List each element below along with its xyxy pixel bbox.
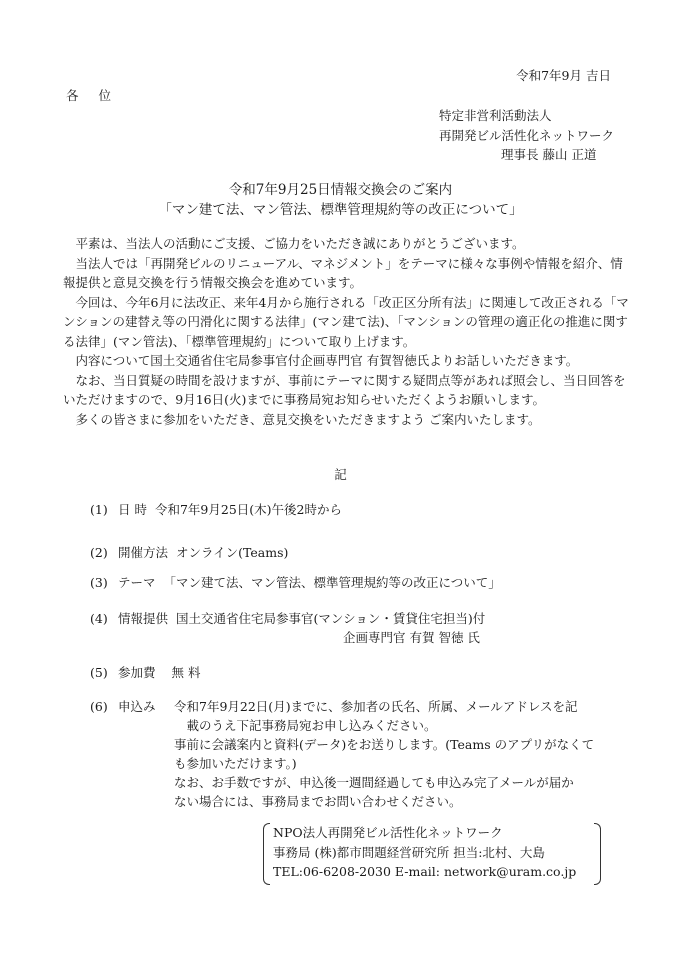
item-speaker-name: 企画専門官 有賀 智徳 氏 [343,630,480,645]
body-paragraph: 多くの皆さまに参加をいただき、意見交換をいただきますよう ご案内いたします。 [75,411,541,427]
item-number: (6) [90,699,108,714]
application-line: も参加いただけます。) [174,756,297,771]
item-application [90,697,156,715]
title-line-2: 「マン建て法、マン管法、標準管理規約等の改正について」 [158,202,523,218]
item-datetime [90,500,342,518]
item-label: 申込み [118,699,156,714]
item-number: (1) [90,502,108,517]
item-label: 開催方法 [118,545,169,560]
item-speaker [90,609,485,627]
body-paragraph: 内容について国土交通省住宅局参事官付企画専門官 有賀智徳氏よりお話しいただきます。 [75,353,579,368]
body-paragraph: 今回は、今年6月に法改正、来年4月から施行される「改正区分所有法」に関連して改正される「マンションの建替え等の円滑化に関する法律」(マン建て法)、「マンションの管理の適正化の推進に関する法律」(マン管法)、「標準管理規約」について取り上げます。 [63,294,629,349]
issue-date: 令和7年9月 吉日 [516,68,611,83]
document-title [0,180,681,220]
body-paragraph: 当法人では「再開発ビルのリニューアル、マネジメント」をテーマに様々な事例や情報を紹介、情報提供と意見交換を行う情報交換会を進めています。 [63,255,623,290]
item-label: 参加費 [118,665,156,680]
application-line: 事前に会議案内と資料(データ)をお送りします。(Teams のアプリがなくて [174,737,595,752]
addressee: 各 位 [66,88,119,103]
title-line-1: 令和7年9月25日情報交換会のご案内 [228,182,453,198]
body-paragraph: 平素は、当法人の活動にご支援、ご協力をいただき誠にありがとうございます。 [75,236,525,251]
item-value: オンライン(Teams) [176,545,289,560]
bracket-left [263,823,270,885]
item-fee [90,663,201,681]
item-number: (3) [90,575,108,590]
application-line: 載のうえ下記事務局宛お申し込みください。 [186,718,437,733]
sender-org-name: 再開発ビル活性化ネットワーク [439,127,615,143]
application-text [174,697,614,811]
application-line: なお、お手数ですが、申込後一週間経過しても申込み完了メールが届か [174,775,574,790]
item-value: 令和7年9月25日(木)午後2時から [154,502,343,517]
item-label: テーマ [118,575,156,590]
contact-phone-email: TEL:06-6208-2030 E-mail: network@uram.co.jp [273,864,577,879]
item-label: 情報提供 [118,611,169,626]
item-value: 国土交通省住宅局参事官(マンション・賃貸住宅担当)付 [176,611,486,626]
item-method [90,543,288,561]
contact-box [263,823,601,883]
item-theme [90,573,501,591]
item-number: (5) [90,665,108,680]
sender-org-type: 特定非営利活動法人 [439,108,552,123]
item-number: (4) [90,611,108,626]
item-value: 「マン建て法、マン管法、標準管理規約等の改正について」 [163,575,501,590]
bracket-right [594,823,601,885]
application-line: ない場合には、事務局までお問い合わせください。 [174,794,462,809]
application-line: 令和7年9月22日(月)までに、参加者の氏名、所属、メールアドレスを記 [174,699,578,714]
contact-office: 事務局 (株)都市問題経営研究所 担当:北村、大島 [273,844,545,860]
body-paragraph: なお、当日質疑の時間を設けますが、事前にテーマに関する疑問点等があれば照会し、当日回答をいただけますので、9月16日(火)までに事務局宛お知らせいただくようお願いします。 [63,372,626,407]
item-label: 日 時 [118,502,147,517]
sender-representative: 理事長 藤山 正道 [501,147,597,162]
contact-org: NPO法人再開発ビル活性化ネットワーク [273,825,503,840]
body-text [63,234,635,429]
sender-block [439,106,614,165]
item-value: 無 料 [171,665,201,680]
item-number: (2) [90,545,108,560]
ki-heading: 記 [334,467,347,482]
